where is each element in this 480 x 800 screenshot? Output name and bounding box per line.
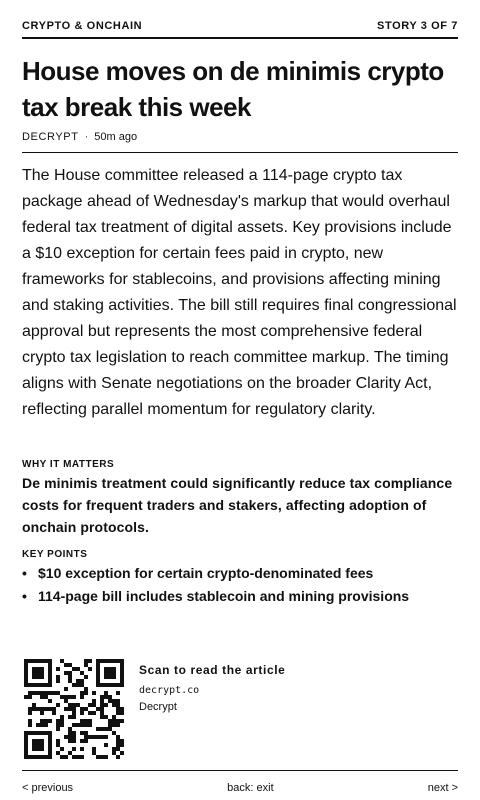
top-bar [22, 19, 458, 39]
next-button[interactable]: next > [427, 782, 458, 794]
qr-code-icon[interactable] [24, 659, 124, 759]
previous-button[interactable]: < previous [22, 782, 74, 794]
bullet-icon: • [22, 565, 27, 581]
qr-title: Scan to read the article [139, 663, 286, 677]
why-it-matters-text: De minimis treatment could significantly reduce tax compliance costs for frequent traders and stakers, affecting adoption of onchain protocols. [22, 475, 453, 535]
back-exit-button[interactable]: back: exit [227, 782, 274, 794]
byline-separator: · [84, 131, 89, 143]
story-progress: STORY 3 OF 7 [377, 20, 458, 32]
list-item [22, 562, 460, 585]
key-point-text: 114-page bill includes stablecoin and mining provisions [38, 588, 410, 604]
key-point-text: $10 exception for certain crypto-denominated fees [38, 565, 374, 581]
qr-source: Decrypt [139, 701, 177, 713]
bullet-icon: • [22, 588, 27, 604]
section-label: CRYPTO & ONCHAIN [22, 20, 143, 32]
key-points-label: KEY POINTS [22, 549, 88, 560]
byline [22, 131, 458, 153]
article-time: 50m ago [94, 131, 138, 143]
article-body: The House committee released a 114-page crypto tax package ahead of Wednesday's markup that would overhaul federal tax treatment of digital assets. Key provisions include a $10 exception for certain fees paid in crypto, new frameworks for stablecoins, and provisions affecting mining and staking activities. The bill still requires final congressional approval but represents the most comprehensive federal crypto tax legislation to reach committee markup. The timing aligns with Senate negotiations on the broader Clarity Act, reflecting parallel momentum for regulatory clarity. [22, 167, 457, 418]
qr-caption [139, 663, 285, 713]
footer-nav [22, 770, 458, 794]
list-item [22, 585, 460, 608]
why-it-matters-label: WHY IT MATTERS [22, 459, 115, 470]
key-points-list [22, 562, 460, 608]
article-headline: House moves on de minimis crypto tax break this week [22, 56, 444, 122]
qr-url: decrypt.co [139, 685, 200, 696]
article-source: DECRYPT [22, 131, 79, 143]
